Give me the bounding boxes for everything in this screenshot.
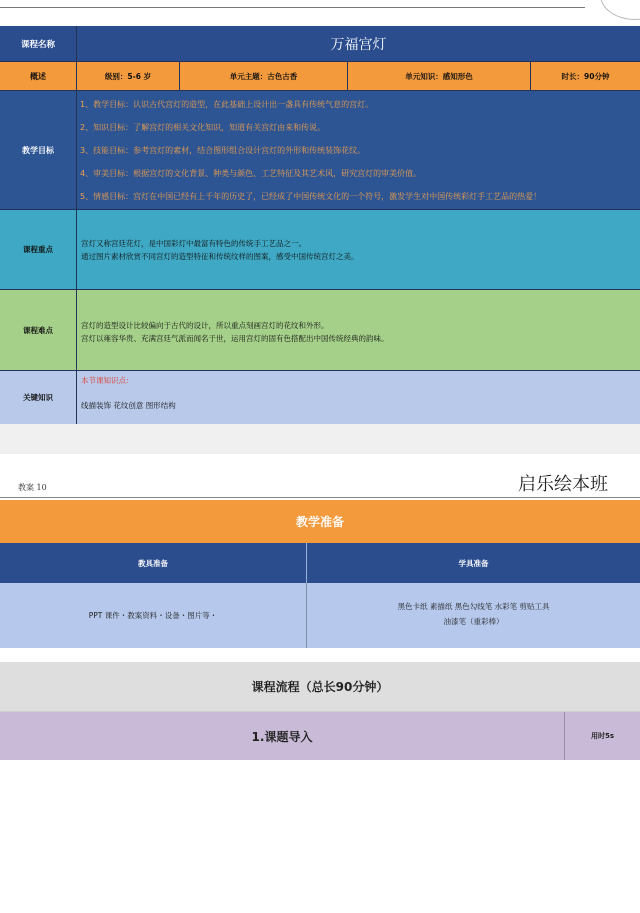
difficulty-line: 宫灯的造型设计比较偏向于古代的设计，所以重点刻画宫灯的花纹和外形。 (81, 321, 329, 330)
teacher-prep-items: PPT 课件・教案资料・设备・图片等・ (0, 583, 307, 648)
knowledge-heading: 本节课知识点: (81, 376, 129, 385)
unit-knowledge-cell: 单元知识：感知形色 (348, 62, 531, 91)
student-prep-line: 黑色卡纸 素描纸 黑色勾线笔 水彩笔 剪贴工具 (397, 602, 550, 611)
objective-item: 2、知识目标：了解宫灯的相关文化知识，知道有关宫灯由来和传说。 (80, 123, 326, 132)
top-divider (0, 0, 585, 8)
unit-theme-cell: 单元主题：古色古香 (180, 62, 348, 91)
objectives-content (77, 91, 640, 210)
knowledge-content: 线描装饰 花纹创意 图形结构 (81, 401, 176, 410)
difficulties-label: 课程难点 (0, 290, 77, 371)
key-points-label: 课程重点 (0, 210, 77, 290)
level-cell: 级别：5-6 岁 (77, 62, 180, 91)
class-name: 启乐绘本班 (518, 474, 608, 495)
student-prep-label: 学具准备 (307, 543, 640, 583)
document-label: 教案 10 (18, 483, 47, 492)
step1-time: 用时5s (565, 712, 640, 760)
key-point-line: 通过图片素材欣赏不同宫灯的造型特征和传统纹样的图案，感受中国传统宫灯之美。 (81, 252, 359, 261)
step1-title: 1.课题导入 (0, 712, 565, 760)
course-name-value: 万福宫灯 (77, 26, 640, 62)
teacher-prep-label: 教具准备 (0, 543, 307, 583)
objective-item: 1、教学目标：认识古代宫灯的造型，在此基础上设计出一盏具有传统气息的宫灯。 (80, 100, 374, 109)
duration-cell: 时长：90分钟 (531, 62, 640, 91)
page2-divider (0, 497, 640, 498)
bottom-blank (0, 760, 640, 913)
preparation-title: 教学准备 (0, 500, 640, 543)
section-gap (0, 648, 640, 660)
difficulties-content (77, 290, 640, 371)
difficulty-line: 宫灯以雍容华贵、充满宫廷气派而闻名于世，运用宫灯的固有色搭配出中国传统经典的韵味。 (81, 334, 389, 343)
key-point-line: 宫灯又称宫廷花灯，是中国彩灯中最富有特色的传统手工艺品之一。 (81, 239, 306, 248)
student-prep-items (307, 583, 640, 648)
overview-label: 概述 (0, 62, 77, 91)
flow-title: 课程流程（总长90分钟） (0, 662, 640, 712)
corner-circle-decoration (600, 0, 640, 20)
page-gap (0, 424, 640, 454)
objective-item: 3、技能目标：参考宫灯的素材，结合图形组合设计宫灯的外形和传统装饰花纹。 (80, 146, 366, 155)
key-knowledge-label: 关键知识 (0, 371, 77, 424)
key-knowledge-content (77, 371, 640, 424)
student-prep-line: 油漆笔（重彩棒） (443, 617, 504, 626)
objective-item: 4、审美目标：根据宫灯的文化背景、种类与颜色、工艺特征及其艺术风，研究宫灯的审美价值。 (80, 169, 422, 178)
objective-item: 5、情感目标：宫灯在中国已经有上千年的历史了，已经成了中国传统文化的一个符号，激发学生对中国传统彩灯手工艺品的热爱！ (80, 192, 542, 201)
objectives-label: 教学目标 (0, 91, 77, 210)
lesson-table (0, 26, 640, 424)
course-name-label: 课程名称 (0, 26, 77, 62)
key-points-content (77, 210, 640, 290)
